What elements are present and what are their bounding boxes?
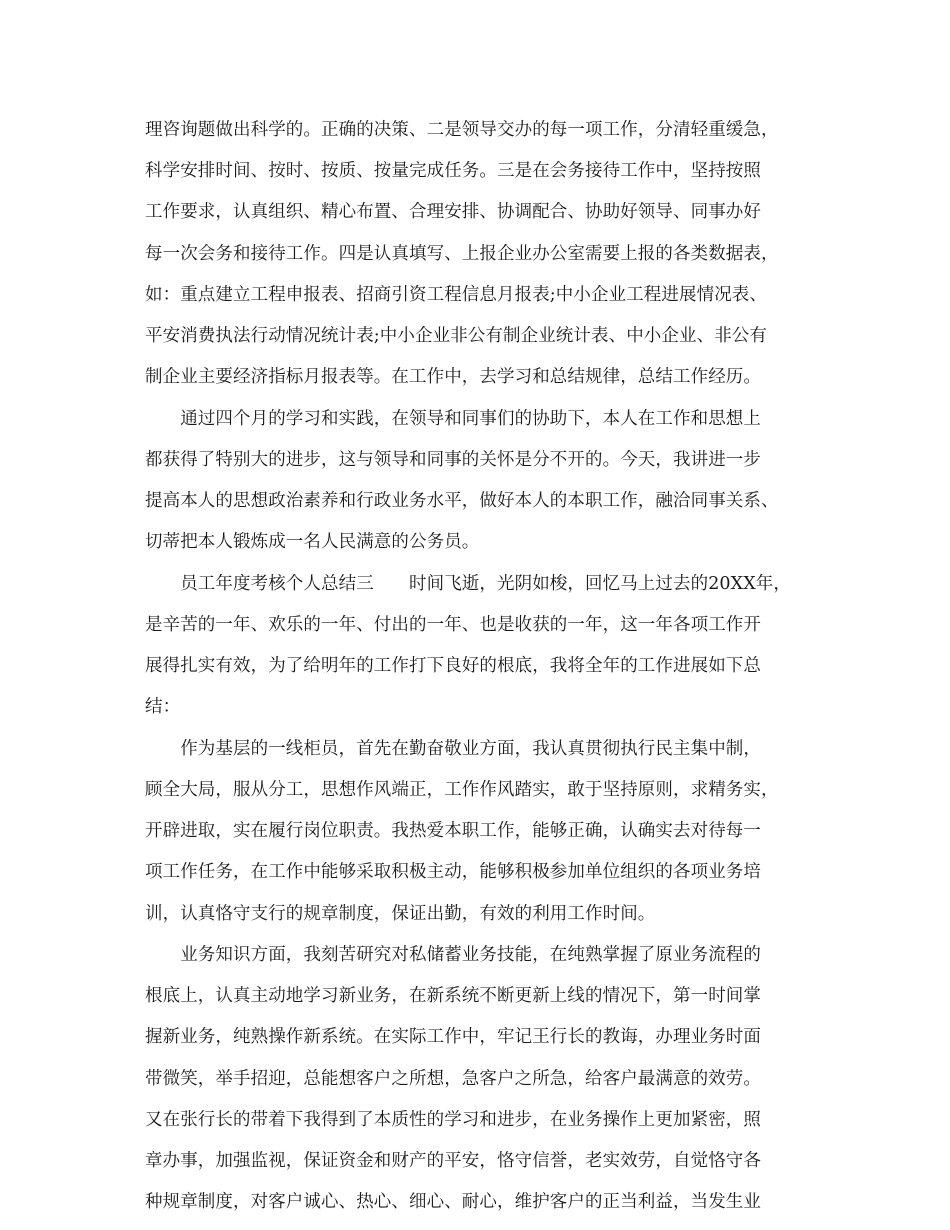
text-line: 都获得了特别大的进步，这与领导和同事的关怀是分不开的。今天，我讲进一步 — [145, 450, 761, 470]
text-line: 根底上，认真主动地学习新业务，在新系统不断更新上线的情况下，第一时间掌 — [145, 986, 761, 1006]
text-line: 握新业务，纯熟操作新系统。在实际工作中，牢记王行长的教诲，办理业务时面 — [145, 1027, 761, 1047]
text-line: 是辛苦的一年、欢乐的一年、付出的一年、也是收获的一年，这一年各项工作开 — [145, 615, 761, 635]
text-line: 章办事，加强监视，保证资金和财产的平安，恪守信誉，老实效劳，自觉恪守各 — [145, 1151, 761, 1171]
text-line: 顾全大局，服从分工，思想作风端正，工作作风踏实，敢于坚持原则，求精务实， — [145, 780, 779, 800]
text-line: 结： — [145, 697, 181, 717]
text-line: 作为基层的一线柜员，首先在勤奋敬业方面，我认真贯彻执行民主集中制， — [145, 739, 761, 759]
text-line: 如：重点建立工程申报表、招商引资工程信息月报表;中小企业工程进展情况表、 — [145, 285, 767, 305]
text-line: 种规章制度，对客户诚心、热心、细心、耐心，维护客户的正当利益，当发生业 — [145, 1192, 761, 1212]
text-line: 业务知识方面，我刻苦研究对私储蓄业务技能，在纯熟掌握了原业务流程的 — [145, 945, 761, 965]
text-line: 制企业主要经济指标月报表等。在工作中，去学习和总结规律，总结工作经历。 — [145, 367, 761, 387]
text-line: 平安消费执法行动情况统计表;中小企业非公有制企业统计表、中小企业、非公有 — [145, 326, 767, 346]
text-line: 工作要求，认真组织、精心布置、合理安排、协调配合、协助好领导、同事办好 — [145, 202, 761, 222]
text-line: 通过四个月的学习和实践，在领导和同事们的协助下，本人在工作和思想上 — [145, 409, 761, 429]
text-line: 理咨询题做出科学的。正确的决策、二是领导交办的每一项工作，分清轻重缓急， — [145, 120, 779, 140]
text-line: 科学安排时间、按时、按质、按量完成任务。三是在会务接待工作中，坚持按照 — [145, 161, 761, 181]
text-line: 员工年度考核个人总结三 时间飞逝，光阴如梭，回忆马上过去的20XX年， — [145, 574, 791, 594]
text-line: 切蒂把本人锻炼成一名人民满意的公务员。 — [145, 532, 480, 552]
text-line: 提高本人的思想政治素养和行政业务水平，做好本人的本职工作，融洽同事关系、 — [145, 491, 779, 511]
text-line: 训，认真恪守支行的规章制度，保证出勤，有效的利用工作时间。 — [145, 904, 656, 924]
text-line: 展得扎实有效，为了给明年的工作打下良好的根底，我将全年的工作进展如下总 — [145, 656, 761, 676]
text-line: 项工作任务，在工作中能够采取积极主动，能够积极参加单位组织的各项业务培 — [145, 862, 761, 882]
text-line: 开辟进取，实在履行岗位职责。我热爱本职工作，能够正确，认确实去对待每一 — [145, 821, 761, 841]
text-line: 又在张行长的带着下我得到了本质性的学习和进步，在业务操作上更加紧密，照 — [145, 1110, 761, 1130]
text-line: 带微笑，举手招迎，总能想客户之所想，急客户之所急，给客户最满意的效劳。 — [145, 1069, 761, 1089]
text-line: 每一次会务和接待工作。四是认真填写、上报企业办公室需要上报的各类数据表， — [145, 244, 779, 264]
